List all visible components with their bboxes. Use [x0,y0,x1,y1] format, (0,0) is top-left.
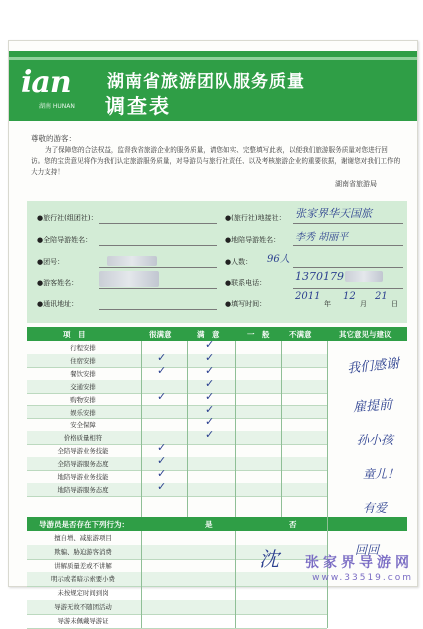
group-agency-label: ●旅行社(组团社)： [37,214,98,222]
behavior-row [27,614,327,629]
tourist-name-line [99,288,217,289]
redacted-tourist-name [99,271,159,287]
row-item-label: 地陪导游业务技能 [57,473,109,481]
row-item-label: 住宿安排 [70,356,96,365]
info-panel [27,201,407,323]
form-title-line1: 湖南省旅游团队服务质量 [107,72,305,92]
month-unit: 月 [360,300,367,308]
suggestion-line: 雇提前 [352,397,393,416]
phone-value: 1370179 [295,270,344,283]
tick-mark: ✓ [205,363,215,377]
header-stripe [9,57,417,60]
row-item-label: 价格质量相符 [63,434,103,443]
form-title-line2: 调查表 [105,94,171,118]
row-item-label: 地陪导游服务态度 [57,485,109,494]
tick-mark: ✓ [157,389,167,403]
behavior-item-label: 导游无故不随团活动 [54,603,112,611]
suggestion-line: 有爱 [363,501,388,515]
row-item-label: 餐饮安排 [70,369,96,378]
header-item: 项 目 [63,330,86,339]
survey-form [8,40,418,625]
tick-mark: ✓ [157,467,167,480]
people-value: 96人 [267,254,290,265]
local-agency-field[interactable] [225,213,286,223]
table-row [27,341,327,355]
behavior-item-label: 欺骗、胁迫游客消费 [54,547,112,556]
tick-mark: ✓ [205,415,215,429]
redacted-group-no [107,256,157,266]
header-average: 一 般 [247,330,270,339]
guide-behavior-header [27,517,407,531]
header-satisfied: 满 意 [197,330,220,339]
behavior-item-label: 明示或者暗示索要小费 [51,575,115,584]
year-unit: 年 [324,300,331,308]
behavior-row [27,586,327,601]
local-guide-value: 李秀 胡丽平 [295,232,349,243]
tick-mark: ✓ [157,479,167,493]
header-very-satisfied: 很满意 [149,330,172,339]
tour-guide-field[interactable] [37,235,92,245]
date-month-value: 12 [343,291,356,302]
behavior-row [27,572,327,587]
people-label: ●人数： [225,258,253,266]
watermark-url: www.33519.com [312,573,413,583]
phone-label: ●联系电话： [225,279,267,287]
row-item-label: 娱乐安排 [70,408,96,417]
behavior-row [27,559,327,574]
table-row [27,354,327,368]
tick-mark: ✓ [205,389,215,403]
tick-mark: ✓ [157,454,167,468]
date-label: ●填写时间： [225,300,267,308]
header-suggestions: 其它意见与建议 [339,330,392,339]
tour-guide-line [99,245,217,246]
suggestion-line: 回回 [355,543,380,557]
suggestion-line: 童儿！ [363,467,400,481]
site-watermark [305,552,413,583]
table-row [27,483,327,497]
group-no-field[interactable] [37,257,64,267]
tour-guide-label: ●全陪导游姓名： [37,236,93,244]
behavior-item-label: 擅自增、减旅游项目 [54,534,112,542]
behavior-item-label: 导游未佩戴导游证 [57,616,109,625]
group-agency-field[interactable] [37,213,98,223]
local-guide-line [293,245,403,246]
behavior-row [27,531,327,546]
column-divider [235,341,236,517]
tourist-name-label: ●游客姓名： [37,279,79,287]
no-column-label: 否 [289,520,297,529]
header-unsatisfied: 不满意 [289,330,312,339]
suggestion-line: 孙小孩 [357,433,394,447]
tick-mark: ✓ [205,376,215,390]
greeting: 尊敬的游客： [31,134,76,143]
day-unit: 日 [391,300,398,308]
tick-mark: ✓ [157,441,167,455]
column-divider [281,341,282,517]
tick-mark: ✓ [205,350,215,364]
local-guide-field[interactable] [225,235,280,245]
redacted-phone [345,271,383,282]
logo-text: ian [21,65,71,100]
tick-mark: ✓ [205,428,215,442]
people-line [293,267,403,268]
tick-mark: ✓ [205,338,215,351]
table-row [27,470,327,484]
phone-line [293,288,403,289]
column-divider [187,341,188,517]
row-item-label: 安全保障 [70,421,96,430]
address-label: ●通讯地址： [37,300,79,308]
row-item-label: 交通安排 [70,382,96,391]
table-row [27,457,327,471]
watermark-site-name: 张家界导游网 [305,555,413,571]
intro-paragraph: 为了保障您的合法权益，监督我省旅游企业的服务质量，请您如实、完整填写此表，以便我们旅游服务质量对您进行回访。您的宝贵意见将作为我们认定旅游服务质量，对导游员与旅行社责任、以及考核旅游企业的重要依据，谢谢您对我们工作的大力支持！ [31,146,401,176]
column-divider [141,531,142,628]
tick-mark: ✓ [157,350,167,364]
row-item-label: 行程安排 [70,344,96,352]
row-item-label: 购物安排 [70,395,96,404]
phone-field[interactable] [225,278,266,288]
no-column-signature: 沈 [259,547,279,571]
table-row [27,406,327,420]
tick-mark: ✓ [205,402,215,416]
group-no-label: ●团号： [37,258,65,266]
tick-mark: ✓ [157,363,167,377]
date-year-value: 2011 [295,291,321,302]
local-agency-value: 张家界华天国旅 [295,207,372,220]
date-day-value: 21 [375,291,388,302]
yes-column-label: 是 [205,520,213,529]
local-agency-line [293,223,403,224]
behavior-item-label: 讲解质量差或不讲解 [54,561,112,570]
logo-subtext: 湖南 HUNAN [39,103,75,110]
address-line [99,309,217,310]
behavior-row [27,600,327,615]
form-header [9,51,417,121]
address-field[interactable] [37,299,78,309]
group-no-line [99,267,217,268]
column-divider [141,341,142,517]
row-item-label: 全陪导游服务态度 [57,460,109,469]
local-guide-label: ●地陪导游姓名： [225,236,281,244]
behavior-row [27,545,327,560]
tourist-name-field[interactable] [37,278,78,288]
table-header [27,327,407,341]
issuer-signature: 湖南省旅游局 [335,180,377,188]
suggestion-line: 我们感谢 [346,356,400,377]
table-row [27,367,327,381]
date-field[interactable] [225,299,266,309]
column-divider [235,531,236,628]
table-row [27,444,327,458]
row-item-label: 全陪导游业务技能 [57,447,109,456]
table-row [27,380,327,394]
table-row [27,393,327,407]
group-agency-line [99,223,217,224]
table-row [27,431,327,445]
guide-behavior-title: 导游员是否存在下列行为： [39,520,129,529]
column-divider [327,341,328,517]
table-row [27,418,327,432]
hunan-tourism-logo [21,65,91,115]
people-field[interactable] [225,257,252,267]
local-agency-label: ●(旅行社)地接社： [225,214,286,222]
behavior-item-label: 未按规定时间到岗 [57,589,109,598]
